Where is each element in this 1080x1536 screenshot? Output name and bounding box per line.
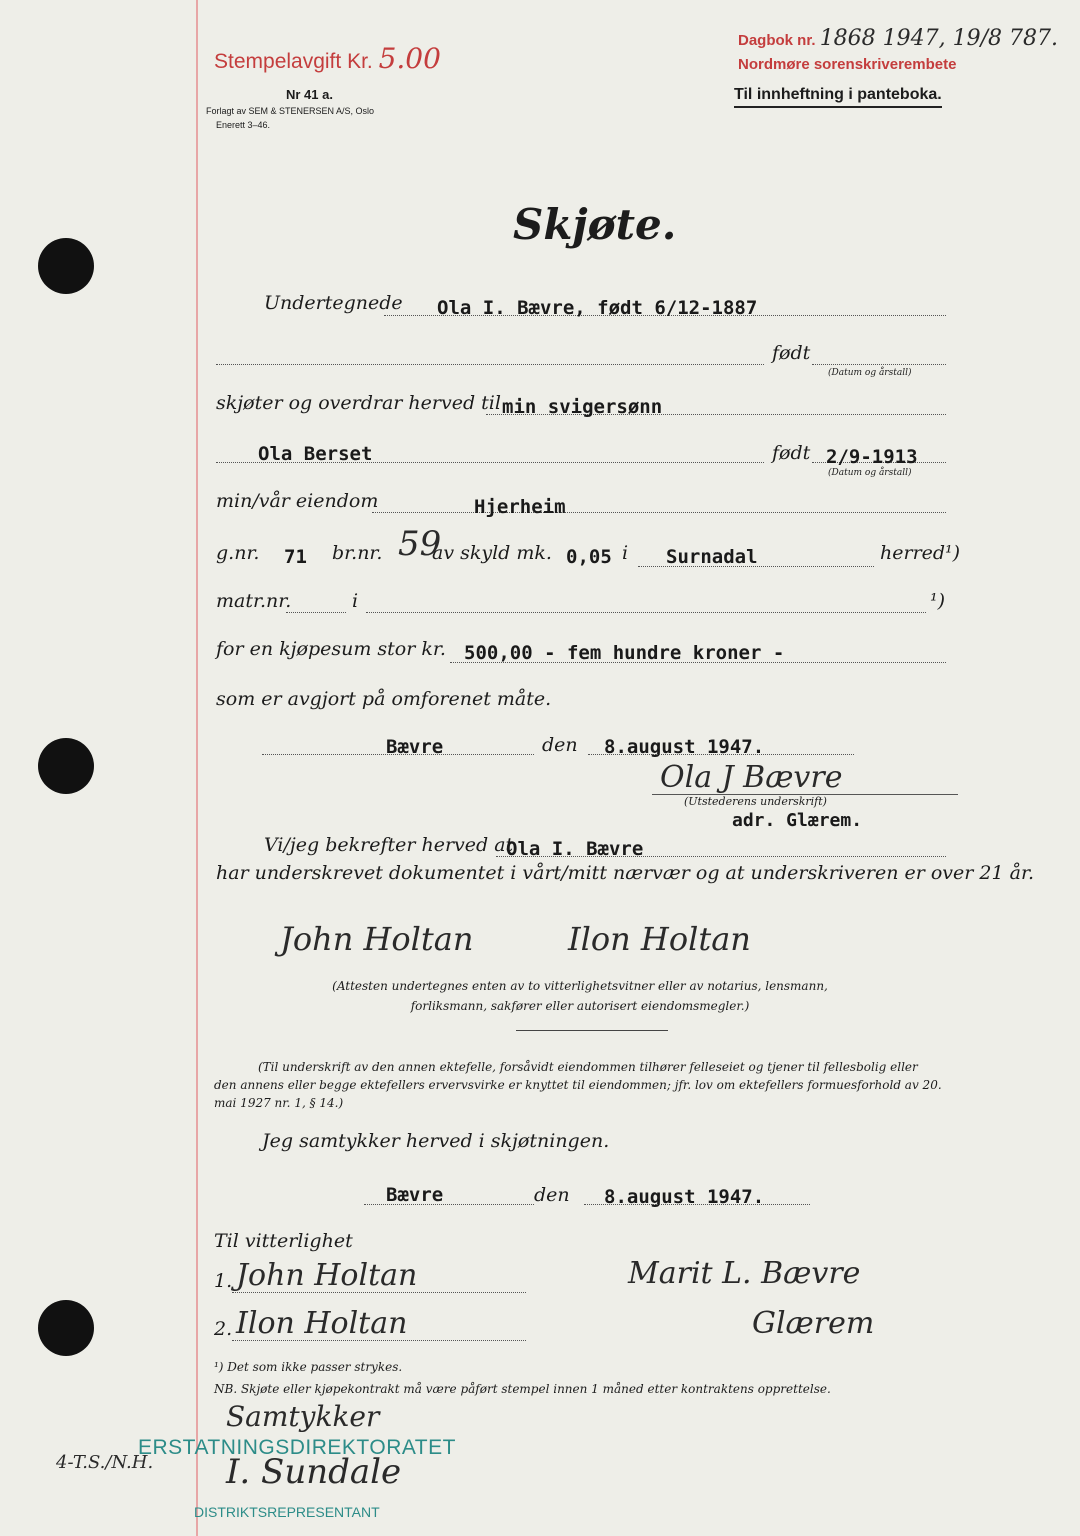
filing-instruction: Til innheftning i panteboka.: [734, 86, 942, 108]
witness-line-1: [232, 1292, 526, 1293]
witness-name-1: John Holtan: [236, 1258, 418, 1293]
confirm-label: Vi/jeg bekrefter herved at: [264, 834, 514, 856]
stamp-duty-label: Stempelavgift Kr.: [214, 50, 373, 73]
spouse-address: Glærem: [752, 1306, 875, 1341]
tax-suffix: i: [622, 542, 629, 564]
gnr-value: 71: [284, 546, 307, 568]
confirm-signer: Ola I. Bævre: [506, 838, 644, 860]
punch-hole-middle: [38, 738, 94, 794]
footnote: ¹) Det som ikke passer strykes.: [214, 1360, 403, 1374]
price-label: for en kjøpesum stor kr.: [216, 638, 446, 660]
attestation-note: (Attesten undertegnes enten av to vitterlighetsvitner eller av notarius, lensmann, forliksmann, sakfører eller autorisert eiendomsmegler.): [332, 979, 828, 1013]
margin-note: 4-T.S./N.H.: [56, 1452, 154, 1473]
journal-number: 1868 1947, 19/8 787.: [819, 26, 1059, 51]
witness-signature-1: John Holtan: [280, 920, 474, 958]
date-label-2: den: [534, 1184, 570, 1206]
issuer-signature: Ola J Bævre: [660, 760, 843, 795]
born-label-2: født: [772, 442, 811, 464]
authority-stamp: ERSTATNINGSDIREKTORATET: [138, 1436, 456, 1459]
gnr-label: g.nr.: [216, 542, 260, 564]
punch-hole-bottom: [38, 1300, 94, 1356]
place-line-1: [262, 754, 534, 755]
undersigned-value: Ola I. Bævre, født 6/12-1887: [437, 297, 758, 319]
property-label: min/vår eiendom: [216, 490, 379, 512]
born-label-1: født: [772, 342, 811, 364]
conveys-label: skjøter og overdrar herved til: [216, 392, 501, 414]
form-number: Nr 41 a.: [286, 87, 333, 102]
witness-name-2: Ilon Holtan: [236, 1306, 408, 1341]
price-line: [450, 662, 946, 663]
date-year-note-1: (Datum og årstall): [828, 368, 912, 378]
property-line: [372, 512, 946, 513]
spouse-note: (Til underskrift av den annen ektefelle, forsåvidt eiendommen tilhører felleseiet og tjener til fellesbolig eller den annens eller begge ektefellers ervervsvirke er knyttet til eiendommen; jfr. lov om ektefellers formuesforhold av 20. mai 1927 nr. 1, § 14.): [214, 1060, 942, 1110]
place-1: Bævre: [386, 736, 444, 758]
journal-stamp: [738, 26, 1058, 51]
settled-text: som er avgjort på omforenet måte.: [216, 688, 552, 710]
spouse-signature: Marit L. Bævre: [628, 1256, 861, 1291]
conveys-value: min svigersønn: [502, 396, 663, 418]
confirm-line: [496, 856, 946, 857]
confirm-text: har underskrevet dokumentet i vårt/mitt nærvær og at underskriveren er over 21 år.: [216, 862, 1034, 884]
witness-line-2: [232, 1340, 526, 1341]
tax-value: 0,05: [566, 546, 612, 568]
witness-signature-2: Ilon Holtan: [568, 920, 751, 958]
date-value-1: 8.august 1947.: [604, 736, 765, 758]
matr-in-line: [366, 612, 926, 613]
recipient-born-value: 2/9-1913: [826, 446, 918, 468]
consent-text: Jeg samtykker herved i skjøtningen.: [262, 1130, 610, 1152]
matr-note: ¹): [930, 590, 946, 612]
margin-line: [196, 0, 198, 1536]
publisher: Forlagt av SEM & STENERSEN A/S, Oslo: [206, 106, 375, 116]
herred-label: herred¹): [880, 542, 961, 564]
page-title: Skjøte.: [513, 200, 677, 249]
stamp-duty-amount: 5.00: [378, 42, 441, 75]
issuer-address: adr. Glærem.: [732, 810, 863, 831]
municipality-line: [638, 566, 874, 567]
date-label-1: den: [542, 734, 578, 756]
blank-line-1: [216, 364, 764, 365]
section-divider: [516, 1030, 668, 1031]
official-signature: I. Sundale: [226, 1452, 402, 1492]
witness-number-2: 2.: [214, 1318, 233, 1340]
nb-note: NB. Skjøte eller kjøpekontrakt må være påført stempel innen 1 måned etter kontraktens opprettelse.: [214, 1382, 831, 1396]
place-line-2: [364, 1204, 534, 1205]
witness-number-1: 1.: [214, 1270, 233, 1292]
tax-label: av skyld mk.: [432, 542, 552, 564]
place-2: Bævre: [386, 1184, 444, 1206]
journal-stamp-label: Dagbok nr.: [738, 32, 816, 49]
issuer-signature-label: (Utstederens underskrift): [684, 795, 827, 808]
undersigned-label: Undertegnede: [264, 292, 403, 314]
date-line-1: [588, 754, 854, 755]
date-line-2: [584, 1204, 810, 1205]
matr-in-label: i: [352, 590, 359, 612]
witness-label: Til vitterlighet: [214, 1230, 353, 1252]
born-line-1: [812, 364, 946, 365]
brnr-label: br.nr.: [332, 542, 383, 564]
matr-label: matr.nr.: [216, 590, 292, 612]
publisher-note: Enerett 3–46.: [216, 120, 271, 130]
date-value-2: 8.august 1947.: [604, 1186, 765, 1208]
stamp-duty: [214, 42, 441, 75]
recipient-line: [216, 462, 764, 463]
authority-role: DISTRIKTSREPRESENTANT: [194, 1504, 380, 1520]
punch-hole-top: [38, 238, 94, 294]
office-stamp: Nordmøre sorenskriverembete: [738, 56, 957, 73]
matr-line: [286, 612, 346, 613]
municipality-value: Surnadal: [666, 546, 758, 568]
property-value: Hjerheim: [474, 496, 566, 518]
consent-handwriting: Samtykker: [226, 1400, 380, 1433]
recipient-value: Ola Berset: [258, 443, 373, 465]
brnr-value: 59: [398, 524, 442, 564]
date-year-note-2: (Datum og årstall): [828, 468, 912, 478]
price-value: 500,00 - fem hundre kroner -: [464, 642, 785, 664]
